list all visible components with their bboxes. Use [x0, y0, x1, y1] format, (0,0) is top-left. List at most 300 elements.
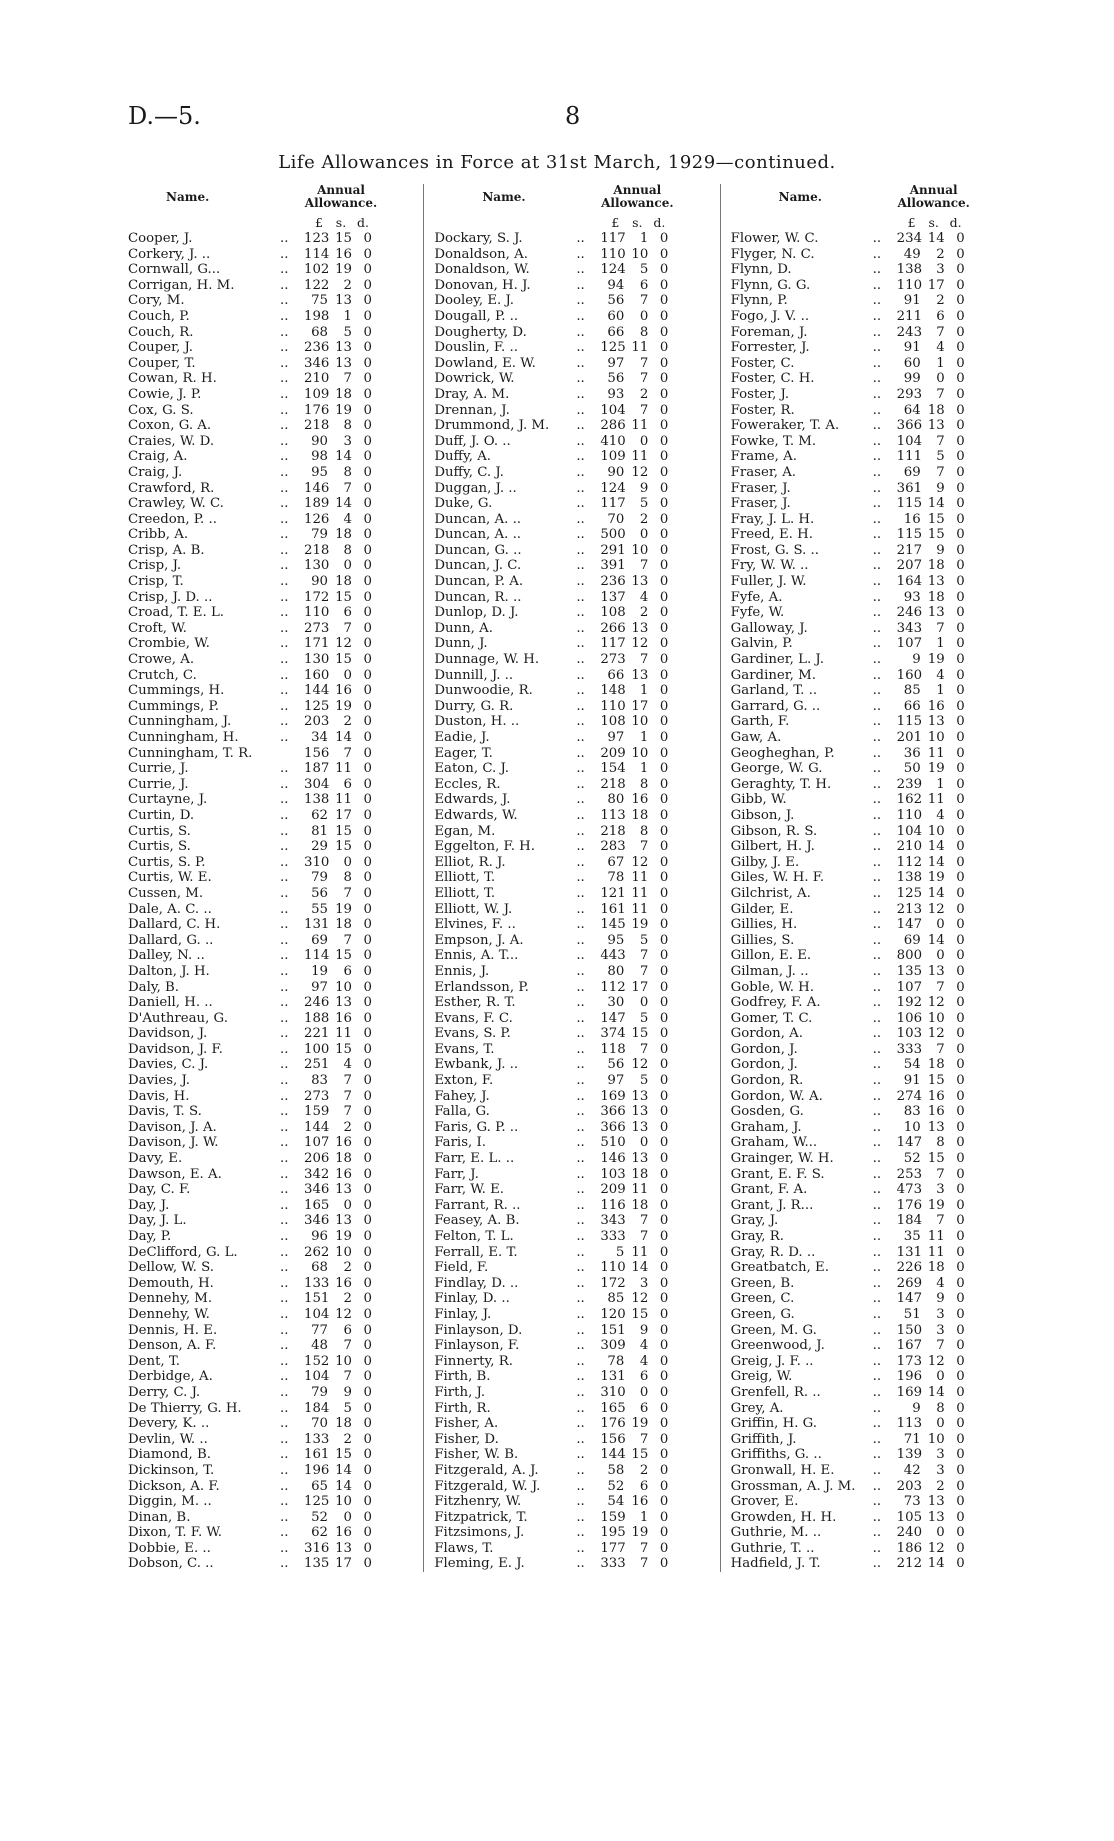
- shillings-value: 4: [343, 1057, 352, 1073]
- entry-name: Exton, F.: [434, 1073, 494, 1089]
- leader-dots: ..: [576, 1275, 585, 1291]
- pounds-value: 138: [896, 870, 923, 886]
- pounds-value: 361: [896, 480, 923, 496]
- entry-name: Dickinson, T.: [128, 1462, 215, 1478]
- pounds-unit: £: [611, 215, 620, 230]
- leader-dots: ..: [280, 1478, 289, 1494]
- pounds-value: 114: [304, 948, 330, 964]
- shillings-value: 7: [639, 1229, 649, 1244]
- shillings-value: 7: [343, 371, 352, 387]
- shillings-value: 0: [639, 1135, 649, 1151]
- shillings-value: 13: [927, 963, 945, 979]
- table-row: [128, 902, 423, 918]
- allowance-heading: [895, 184, 973, 210]
- pence-value: 0: [659, 1540, 669, 1556]
- shillings-value: 18: [927, 1057, 945, 1073]
- shillings-value: 12: [631, 636, 649, 652]
- leader-dots: ..: [280, 683, 289, 699]
- pence-value: 0: [363, 792, 372, 808]
- table-row: [128, 792, 423, 808]
- shillings-value: 10: [631, 714, 649, 730]
- leader-dots: ..: [576, 1010, 585, 1026]
- shillings-value: 13: [927, 1509, 945, 1525]
- pence-value: 0: [363, 293, 372, 309]
- shillings-value: 7: [639, 652, 649, 668]
- shillings-value: 12: [335, 1306, 352, 1322]
- table-row: [721, 699, 1016, 715]
- entry-name: Frame, A.: [730, 449, 797, 465]
- table-row: [721, 1057, 1016, 1073]
- pence-value: 0: [363, 948, 372, 964]
- pence-value: 0: [956, 1073, 965, 1089]
- table-row: [721, 371, 1016, 387]
- pounds-value: 236: [304, 340, 330, 356]
- table-row: [424, 1479, 719, 1495]
- pence-value: 0: [956, 948, 965, 964]
- shillings-value: 15: [631, 1306, 649, 1322]
- shillings-value: 6: [343, 605, 352, 621]
- pounds-value: 110: [600, 698, 626, 714]
- pounds-value: 156: [304, 745, 330, 761]
- table-row: [424, 933, 719, 949]
- entry-name: Elvines, F. ..: [434, 917, 516, 933]
- shillings-value: 15: [927, 1073, 945, 1089]
- pounds-value: 156: [600, 1431, 626, 1447]
- pence-value: 0: [659, 574, 669, 590]
- pounds-value: 218: [304, 542, 330, 558]
- pounds-value: 262: [304, 1244, 330, 1260]
- table-row: [128, 605, 423, 621]
- shillings-value: 13: [631, 667, 649, 683]
- entry-name: Gordon, J.: [730, 1041, 798, 1057]
- shillings-value: 13: [927, 1494, 945, 1510]
- entry-name: Grainger, W. H.: [730, 1151, 834, 1167]
- table-row: [721, 1151, 1016, 1167]
- table-row: [128, 1385, 423, 1401]
- leader-dots: ..: [872, 402, 882, 418]
- pounds-value: 146: [304, 480, 330, 496]
- table-row: [128, 1432, 423, 1448]
- leader-dots: ..: [280, 418, 289, 434]
- pence-value: 0: [956, 605, 965, 621]
- pence-value: 0: [956, 542, 965, 558]
- entry-name: Dougall, P. ..: [434, 308, 519, 324]
- entry-name: Elliot, R. J.: [434, 854, 506, 870]
- table-row: [128, 808, 423, 824]
- table-row: [721, 309, 1016, 325]
- table-row: [424, 527, 719, 543]
- pounds-value: 473: [896, 1182, 923, 1198]
- leader-dots: ..: [872, 574, 882, 590]
- shillings-value: 9: [639, 1322, 649, 1338]
- leader-dots: ..: [280, 1119, 289, 1135]
- leader-dots: ..: [280, 1447, 289, 1463]
- table-row: [128, 933, 423, 949]
- entry-name: Day, P.: [128, 1229, 172, 1244]
- table-row: [424, 1213, 719, 1229]
- entry-name: Fisher, A.: [434, 1416, 499, 1432]
- shillings-value: 0: [639, 995, 649, 1011]
- entry-name: Davies, C. J.: [128, 1057, 209, 1073]
- entry-name: Croft, W.: [128, 620, 187, 636]
- shillings-value: 8: [343, 870, 352, 886]
- pounds-value: 83: [311, 1073, 328, 1089]
- pence-value: 0: [956, 496, 965, 512]
- shillings-value: 16: [631, 1494, 649, 1510]
- pence-value: 0: [363, 714, 372, 730]
- leader-dots: ..: [576, 386, 585, 402]
- entry-name: Craies, W. D.: [128, 433, 215, 449]
- table-row: [424, 761, 719, 777]
- pence-value: 0: [363, 636, 372, 652]
- pence-value: 0: [956, 1322, 965, 1338]
- shillings-value: 7: [343, 1104, 352, 1120]
- pounds-value: 71: [903, 1431, 921, 1447]
- leader-dots: ..: [872, 1041, 882, 1057]
- pence-value: 0: [956, 1494, 965, 1510]
- name-heading: Name.: [166, 190, 210, 204]
- shillings-value: 16: [335, 1010, 352, 1026]
- shillings-value: 18: [335, 917, 352, 933]
- pence-value: 0: [363, 807, 372, 823]
- pounds-value: 316: [304, 1540, 330, 1556]
- leader-dots: ..: [872, 807, 882, 823]
- pence-value: 0: [659, 496, 669, 512]
- pounds-value: 246: [896, 605, 923, 621]
- shillings-value: 13: [927, 574, 945, 590]
- leader-dots: ..: [872, 667, 882, 683]
- table-row: [424, 948, 719, 964]
- pounds-value: 266: [600, 620, 626, 636]
- table-row: [721, 668, 1016, 684]
- leader-dots: ..: [280, 698, 289, 714]
- leader-dots: ..: [872, 1026, 882, 1042]
- shillings-value: 9: [343, 1384, 352, 1400]
- pence-value: 0: [659, 932, 669, 948]
- entry-name: Greig, W.: [730, 1369, 793, 1385]
- shillings-value: 0: [936, 1416, 945, 1432]
- pence-value: 0: [659, 745, 669, 761]
- leader-dots: ..: [280, 1197, 289, 1213]
- table-row: [721, 1104, 1016, 1120]
- table-row: [721, 714, 1016, 730]
- table-row: [721, 481, 1016, 497]
- pounds-value: 73: [903, 1494, 921, 1510]
- table-row: [128, 1104, 423, 1120]
- leader-dots: ..: [576, 246, 585, 262]
- shillings-value: 19: [927, 1197, 945, 1213]
- pence-value: 0: [659, 371, 669, 387]
- pence-value: 0: [659, 1369, 669, 1385]
- shillings-value: 7: [936, 1166, 945, 1182]
- pounds-value: 151: [304, 1291, 330, 1307]
- pence-value: 0: [659, 917, 669, 933]
- table-row: [128, 465, 423, 481]
- pounds-value: 69: [903, 464, 921, 480]
- shillings-value: 12: [631, 1291, 649, 1307]
- shillings-value: 0: [343, 1509, 352, 1525]
- pence-value: 0: [956, 511, 965, 527]
- table-row: [128, 870, 423, 886]
- table-row: [721, 418, 1016, 434]
- leader-dots: ..: [872, 1119, 882, 1135]
- leader-dots: ..: [280, 371, 289, 387]
- pounds-value: 159: [304, 1104, 330, 1120]
- pence-value: 0: [363, 558, 372, 574]
- leader-dots: ..: [576, 605, 585, 621]
- pence-value: 0: [363, 667, 372, 683]
- table-row: [128, 481, 423, 497]
- table-row: [424, 247, 719, 263]
- leader-dots: ..: [872, 293, 882, 309]
- entry-name: Grover, E.: [730, 1494, 799, 1510]
- leader-dots: ..: [280, 854, 289, 870]
- shillings-value: 16: [335, 1135, 352, 1151]
- table-row: [128, 730, 423, 746]
- table-row: [128, 636, 423, 652]
- leader-dots: ..: [872, 1494, 882, 1510]
- leader-dots: ..: [872, 652, 882, 668]
- leader-dots: ..: [280, 1306, 289, 1322]
- pounds-value: 236: [600, 574, 626, 590]
- table-row: [128, 512, 423, 528]
- entry-name: Goble, W. H.: [730, 979, 814, 995]
- pounds-value: 131: [304, 917, 330, 933]
- entry-name: Cunningham, J.: [128, 714, 232, 730]
- pence-value: 0: [659, 761, 669, 777]
- table-row: [721, 340, 1016, 356]
- leader-dots: ..: [280, 1416, 289, 1432]
- entry-name: Crowe, A.: [128, 652, 195, 668]
- pounds-value: 207: [896, 558, 923, 574]
- entry-name: Fyfe, A.: [730, 589, 783, 605]
- pence-value: 0: [363, 776, 372, 792]
- pence-value: 0: [363, 1291, 372, 1307]
- leader-dots: ..: [872, 589, 882, 605]
- pence-value: 0: [659, 1525, 669, 1541]
- entry-name: Field, F.: [434, 1260, 489, 1276]
- leader-dots: ..: [576, 1041, 585, 1057]
- shillings-value: 12: [927, 1353, 945, 1369]
- pence-value: 0: [956, 262, 965, 278]
- table-row: [128, 824, 423, 840]
- leader-dots: ..: [280, 527, 289, 543]
- pounds-value: 78: [607, 1353, 625, 1369]
- table-row: [128, 1338, 423, 1354]
- shillings-value: 12: [631, 854, 649, 870]
- leader-dots: ..: [872, 698, 882, 714]
- leader-dots: ..: [280, 480, 289, 496]
- pounds-value: 251: [304, 1057, 330, 1073]
- pence-value: 0: [956, 917, 965, 933]
- pence-value: 0: [363, 464, 372, 480]
- leader-dots: ..: [280, 1213, 289, 1229]
- entry-name: Erlandsson, P.: [434, 979, 529, 995]
- entry-name: Devery, K. ..: [128, 1416, 210, 1432]
- entry-name: Couper, T.: [128, 355, 196, 371]
- shillings-value: 0: [343, 667, 352, 683]
- pounds-value: 124: [600, 262, 626, 278]
- pence-value: 0: [363, 308, 372, 324]
- entry-name: Douslin, F. ..: [434, 340, 518, 356]
- pence-value: 0: [659, 698, 669, 714]
- pounds-value: 79: [311, 1384, 328, 1400]
- table-row: [721, 1213, 1016, 1229]
- leader-dots: ..: [576, 1306, 585, 1322]
- table-row: [424, 714, 719, 730]
- entry-name: Duncan, P. A.: [434, 574, 524, 590]
- pence-value: 0: [659, 714, 669, 730]
- shillings-value: 19: [335, 1229, 352, 1244]
- pence-value: 0: [956, 1135, 965, 1151]
- shillings-value: 10: [335, 979, 352, 995]
- pounds-value: 346: [304, 1182, 330, 1198]
- pence-value: 0: [363, 496, 372, 512]
- entry-name: Edwards, J.: [434, 792, 511, 808]
- shillings-value: 9: [936, 542, 945, 558]
- pounds-value: 343: [896, 620, 923, 636]
- entry-name: Davidson, J. F.: [128, 1041, 223, 1057]
- shillings-value: 0: [936, 1369, 945, 1385]
- entry-name: Drummond, J. M.: [434, 418, 550, 434]
- table-row: [721, 605, 1016, 621]
- entry-name: Fowke, T. M.: [730, 433, 817, 449]
- entry-name: Gibson, J.: [730, 807, 795, 823]
- entry-name: Farr, W. E.: [434, 1182, 505, 1198]
- entry-name: Corrigan, H. M.: [128, 277, 235, 293]
- entry-name: Flynn, P.: [730, 293, 788, 309]
- table-row: [128, 262, 423, 278]
- leader-dots: ..: [280, 574, 289, 590]
- table-row: [424, 730, 719, 746]
- entry-name: Greenwood, J.: [730, 1338, 825, 1354]
- pounds-value: 91: [903, 1073, 921, 1089]
- table-row: [424, 1463, 719, 1479]
- table-row: [128, 1525, 423, 1541]
- entry-name: Grant, F. A.: [730, 1182, 808, 1198]
- shillings-value: 10: [631, 246, 649, 262]
- table-row: [128, 1463, 423, 1479]
- leader-dots: ..: [872, 418, 882, 434]
- pence-value: 0: [956, 1540, 965, 1556]
- leader-dots: ..: [872, 324, 882, 340]
- entry-name: Crawley, W. C.: [128, 496, 224, 512]
- entry-name: Dellow, W. S.: [128, 1260, 214, 1276]
- pounds-value: 239: [896, 776, 923, 792]
- table-row: [721, 761, 1016, 777]
- pounds-value: 210: [896, 839, 923, 855]
- pence-value: 0: [659, 1057, 669, 1073]
- pounds-value: 48: [311, 1338, 328, 1354]
- pence-value: 0: [659, 433, 669, 449]
- entry-name: Cory, M.: [128, 293, 185, 309]
- entry-name: Farrant, R. ..: [434, 1197, 521, 1213]
- pence-value: 0: [363, 652, 372, 668]
- entry-name: Davis, H.: [128, 1088, 190, 1104]
- shillings-value: 13: [335, 293, 352, 309]
- pence-value: 0: [659, 1197, 669, 1213]
- table-row: [721, 465, 1016, 481]
- leader-dots: ..: [280, 948, 289, 964]
- leader-dots: ..: [872, 511, 882, 527]
- pence-value: 0: [659, 1306, 669, 1322]
- pounds-value: 70: [607, 511, 625, 527]
- leader-dots: ..: [280, 1135, 289, 1151]
- pounds-value: 184: [304, 1400, 330, 1416]
- table-row: [721, 574, 1016, 590]
- table-row: [424, 746, 719, 762]
- pounds-value: 58: [607, 1462, 625, 1478]
- leader-dots: ..: [872, 1213, 882, 1229]
- leader-dots: ..: [872, 761, 882, 777]
- leader-dots: ..: [280, 542, 289, 558]
- shillings-value: 8: [936, 1135, 945, 1151]
- leader-dots: ..: [280, 293, 289, 309]
- shillings-value: 11: [631, 1182, 649, 1198]
- table-row: [424, 1042, 719, 1058]
- pounds-value: 90: [311, 574, 328, 590]
- shillings-value: 14: [927, 932, 945, 948]
- entry-name: Flyger, N. C.: [730, 246, 815, 262]
- leader-dots: ..: [576, 1509, 585, 1525]
- pounds-value: 55: [311, 901, 328, 917]
- leader-dots: ..: [280, 262, 289, 278]
- table-row: [721, 1011, 1016, 1027]
- pounds-value: 67: [607, 854, 625, 870]
- allowance-heading: [302, 184, 380, 210]
- leader-dots: ..: [872, 870, 882, 886]
- pounds-value: 196: [896, 1369, 923, 1385]
- entry-name: Cornwall, G...: [128, 262, 221, 278]
- shillings-value: 9: [936, 480, 945, 496]
- pounds-value: 66: [903, 698, 921, 714]
- pence-value: 0: [363, 1556, 372, 1572]
- pence-value: 0: [956, 1416, 965, 1432]
- entry-name: Foweraker, T. A.: [730, 418, 840, 434]
- table-row: [128, 1167, 423, 1183]
- pence-value: 0: [956, 1478, 965, 1494]
- leader-dots: ..: [576, 1447, 585, 1463]
- table-row: [128, 964, 423, 980]
- pounds-value: 93: [607, 386, 625, 402]
- pence-value: 0: [363, 1088, 372, 1104]
- pounds-value: 310: [304, 854, 330, 870]
- pounds-value: 126: [304, 511, 330, 527]
- shillings-value: 3: [936, 1306, 945, 1322]
- pence-value: 0: [956, 620, 965, 636]
- table-row: [128, 1479, 423, 1495]
- pounds-value: 209: [600, 1182, 626, 1198]
- table-row: [128, 1291, 423, 1307]
- pence-value: 0: [363, 1057, 372, 1073]
- pence-value: 0: [956, 1119, 965, 1135]
- leader-dots: ..: [872, 1151, 882, 1167]
- leader-dots: ..: [280, 932, 289, 948]
- pounds-value: 122: [304, 277, 330, 293]
- shillings-value: 18: [335, 1151, 352, 1167]
- shillings-value: 17: [335, 807, 352, 823]
- table-row: [721, 636, 1016, 652]
- table-row: [424, 1089, 719, 1105]
- table-row: [424, 1494, 719, 1510]
- leader-dots: ..: [872, 1260, 882, 1276]
- shillings-value: 11: [927, 1244, 945, 1260]
- table-row: [424, 371, 719, 387]
- pounds-value: 145: [600, 917, 626, 933]
- table-row: [128, 948, 423, 964]
- shillings-value: 1: [936, 636, 945, 652]
- leader-dots: ..: [872, 1384, 882, 1400]
